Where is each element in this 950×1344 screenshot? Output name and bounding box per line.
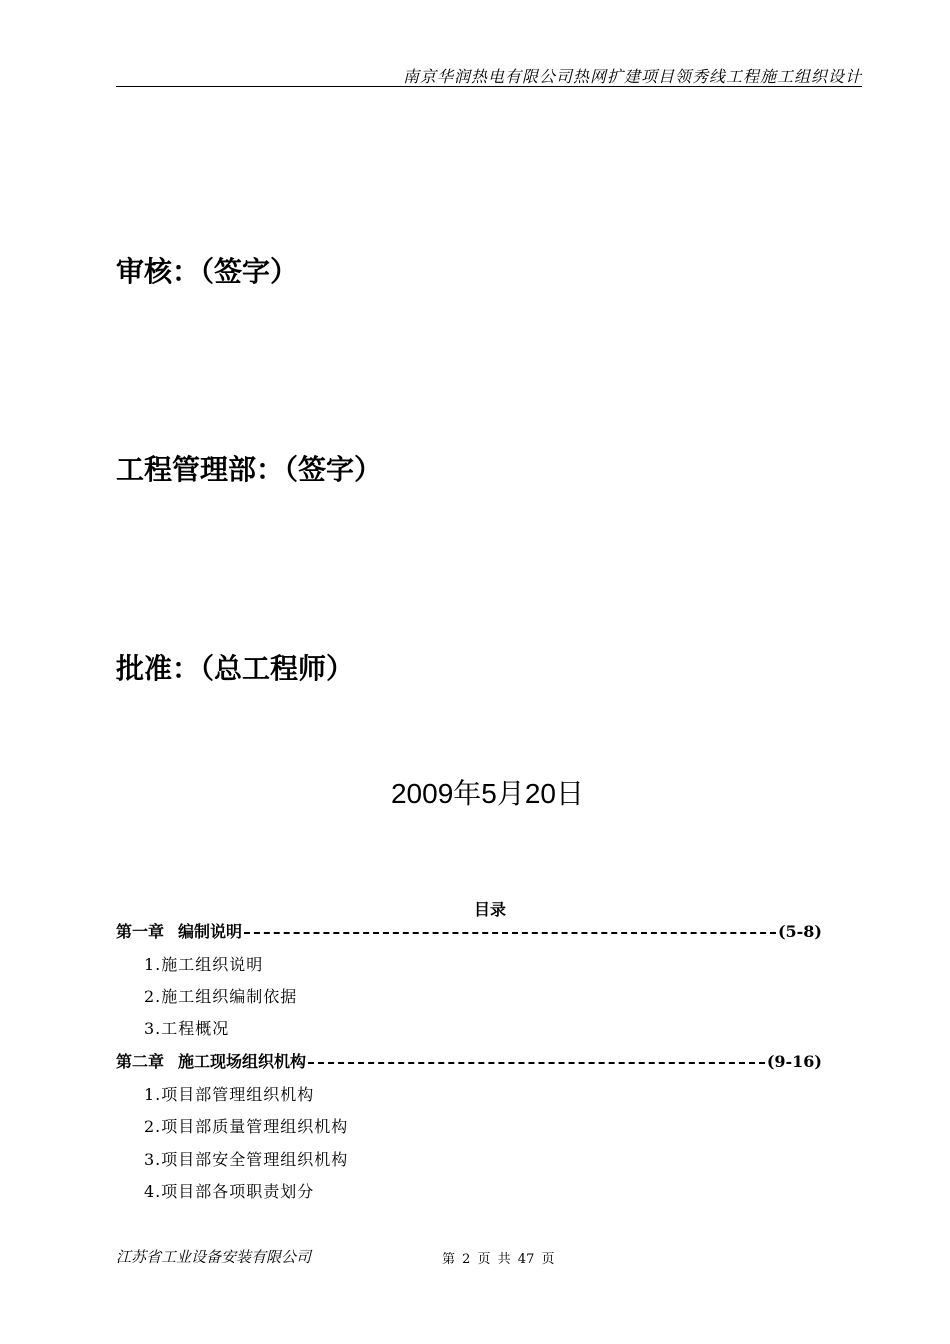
toc-chapter-title: 编制说明 <box>178 922 243 941</box>
toc-title: 目录 <box>473 900 506 919</box>
footer-page-number: 第 2 页 共 47 页 <box>442 1252 555 1267</box>
toc-item: 1.施工组织说明 <box>144 955 264 974</box>
toc-item: 4.项目部各项职责划分 <box>144 1182 315 1201</box>
header-rule <box>116 86 862 87</box>
toc-chapter-pages: (5-8) <box>777 922 822 941</box>
toc-item: 2.项目部质量管理组织机构 <box>144 1117 349 1136</box>
toc-leader <box>308 1062 765 1064</box>
toc-chapter-2 <box>116 1052 822 1072</box>
review-signature-line: 审核：（签字） <box>116 255 299 288</box>
toc-chapter-number: 第一章 <box>116 922 165 941</box>
document-date: 2009年5月20日 <box>390 778 584 809</box>
toc-item: 3.项目部安全管理组织机构 <box>144 1150 349 1169</box>
toc-chapter-1 <box>116 922 822 942</box>
toc-chapter-pages: (9-16) <box>766 1052 822 1071</box>
toc-chapter-number: 第二章 <box>116 1052 165 1071</box>
page-header-title: 南京华润热电有限公司热网扩建项目领秀线工程施工组织设计 <box>402 67 862 86</box>
toc-chapter-title: 施工现场组织机构 <box>178 1052 307 1071</box>
toc-leader <box>244 932 776 934</box>
toc-item: 1.项目部管理组织机构 <box>144 1085 315 1104</box>
engineering-dept-signature-line: 工程管理部：（签字） <box>116 453 383 486</box>
toc-item: 2.施工组织编制依据 <box>144 987 298 1006</box>
approval-signature-line: 批准：（总工程师） <box>116 652 355 685</box>
footer-company: 江苏省工业设备安装有限公司 <box>116 1248 312 1266</box>
toc-item: 3.工程概况 <box>144 1019 230 1038</box>
